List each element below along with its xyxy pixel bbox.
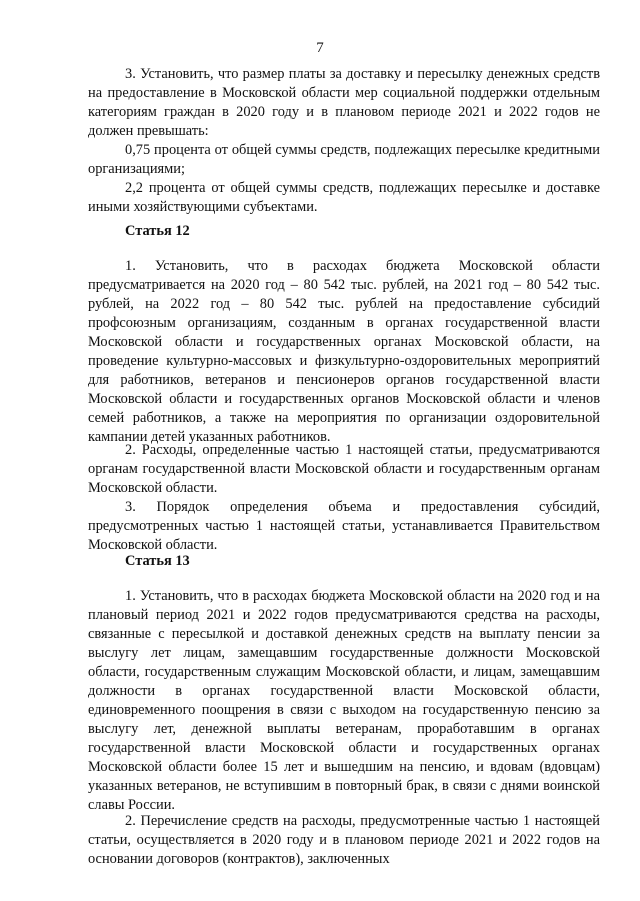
page-number: 7 <box>316 40 324 56</box>
paragraph-text: 3. Порядок определения объема и предоставления субсидий, предусмотренных частью 1 настоящей статьи, устанавливается Правительством Московской области. <box>88 499 600 553</box>
paragraph-text: 3. Установить, что размер платы за доставку и пересылку денежных средств на предоставление в Московской области мер социальной поддержки отдельным категориям граждан в 2020 году и в плановом периоде 2021 и 2022 годов не должен превышать: <box>88 66 600 139</box>
paragraph-text: 0,75 процента от общей суммы средств, подлежащих пересылке кредитными организациями; <box>88 142 600 177</box>
article-12-item-1 <box>88 257 600 447</box>
article-13-item-1 <box>88 587 600 815</box>
paragraph-text: 2,2 процента от общей суммы средств, подлежащих пересылке и доставке иными хозяйствующими субъектами. <box>88 180 600 215</box>
article-12-heading <box>88 222 600 241</box>
paragraph-text: 1. Установить, что в расходах бюджета Московской области предусматривается на 2020 год – 80 542 тыс. рублей, на 2021 год – 80 542 тыс. рублей, на 2022 год – 80 542 тыс. рублей на предоставление субсидий профсоюзным организациям, созданным в органах государственной власти Московской области и государственных органах Московской области, на проведение культурно-массовых и физкультурно-оздоровительных мероприятий для работников, ветеранов и пенсионеров органов государственной власти Московской области и государственных органов Московской области и членов семей работников, а также на мероприятия по организации оздоровительной кампании детей указанных работников. <box>88 258 600 445</box>
paragraph-text: 2. Расходы, определенные частью 1 настоящей статьи, предусматриваются органам государственной власти Московской области и государственным органам Московской области. <box>88 442 600 496</box>
paragraph-rate-075 <box>88 141 600 179</box>
article-13-item-2 <box>88 812 600 869</box>
article-12-item-2 <box>88 441 600 498</box>
article-13-heading <box>88 552 600 571</box>
heading-text: Статья 12 <box>125 223 190 239</box>
article-12-item-3 <box>88 498 600 555</box>
paragraph-text: 1. Установить, что в расходах бюджета Московской области на 2020 год и на плановый период 2021 и 2022 годов предусматриваются средства на расходы, связанные с пересылкой и доставкой денежных средств на выплату пенсии за выслугу лет лицам, замещавшим государственные должности Московской области, государственным служащим Московской области, и лицам, замещавшим должности в органах государственной власти Московской области, единовременного поощрения в связи с выходом на государственную пенсию за выслугу лет, денежной выплаты ветеранам, проработавшим в органах государственной власти Московской области и государственных органах Московской области более 15 лет и вышедшим на пенсию, и вдовам (вдовцам) указанных ветеранов, не вступившим в повторный брак, в связи с днями воинской славы России. <box>88 588 600 813</box>
heading-text: Статья 13 <box>125 553 190 569</box>
paragraph-rate-22 <box>88 179 600 217</box>
paragraph-text: 2. Перечисление средств на расходы, предусмотренные частью 1 настоящей статьи, осуществляется в 2020 году и в плановом периоде 2021 и 2022 годов на основании договоров (контрактов), заключенных <box>88 813 600 867</box>
paragraph-item-3 <box>88 65 600 141</box>
